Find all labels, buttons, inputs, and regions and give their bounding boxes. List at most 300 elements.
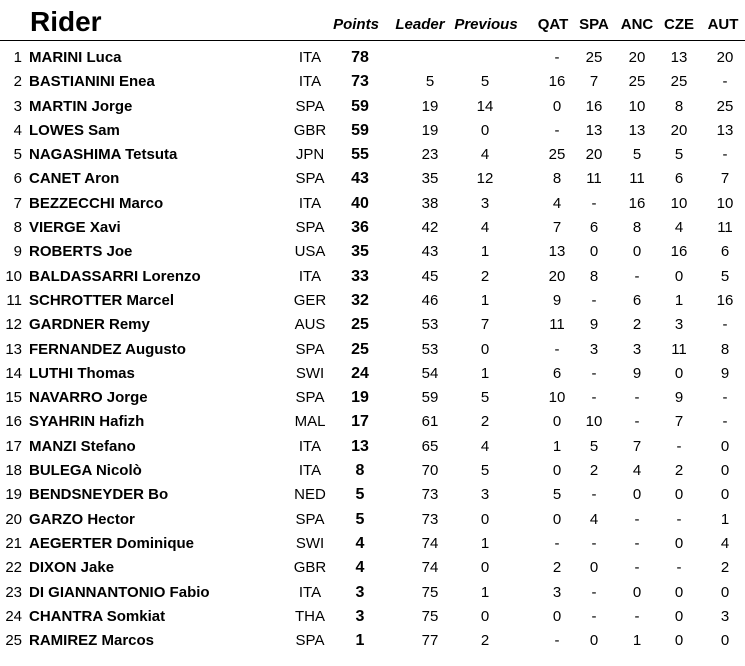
leader-gap-cell: 35: [421, 170, 439, 188]
nationality-cell: USA: [294, 243, 326, 261]
position-cell: 13: [5, 340, 22, 358]
race-result-cell: 20: [716, 49, 734, 66]
leader-gap-cell: 75: [421, 583, 439, 601]
race-result-cell: 5: [674, 146, 684, 164]
race-result-cell: -: [634, 534, 640, 552]
race-result-cell: 7: [632, 437, 642, 455]
table-header: [0, 0, 745, 41]
rider-name-cell: GARZO Hector: [29, 510, 135, 528]
rider-name-cell: SYAHRIN Hafizh: [29, 413, 145, 431]
race-result-cell: 2: [589, 462, 599, 480]
points-cell: 55: [351, 146, 369, 164]
leader-gap-cell: 73: [421, 510, 439, 528]
nationality-cell: SPA: [295, 389, 325, 407]
race-result-cell: -: [591, 364, 597, 382]
race-result-cell: -: [554, 121, 560, 139]
leader-gap-cell: 70: [421, 462, 439, 480]
race-result-cell: 20: [670, 121, 688, 139]
race-result-cell: 0: [674, 267, 684, 285]
race-result-cell: 3: [720, 607, 730, 625]
race-result-cell: -: [634, 267, 640, 285]
race-result-cell: 10: [716, 194, 734, 212]
leader-gap-cell: 46: [421, 291, 439, 309]
race-result-cell: 25: [716, 97, 734, 115]
rider-name-cell: LOWES Sam: [29, 121, 120, 139]
points-column-header: Points: [333, 16, 379, 33]
race-result-cell: 20: [585, 146, 603, 164]
rider-column-header: Rider: [30, 6, 102, 37]
leader-gap-cell: 42: [421, 219, 439, 237]
leader-gap-cell: 23: [421, 146, 439, 164]
rider-name-cell: NAVARRO Jorge: [29, 389, 148, 407]
position-cell: 7: [13, 194, 22, 212]
previous-gap-cell: 5: [480, 73, 490, 91]
race-result-cell: 0: [674, 607, 684, 625]
points-cell: 33: [351, 267, 369, 285]
race-result-cell: 20: [548, 267, 566, 285]
previous-gap-cell: 0: [480, 121, 490, 139]
previous-gap-cell: 0: [480, 340, 490, 358]
race-result-cell: 16: [628, 194, 646, 212]
points-cell: 5: [355, 510, 365, 528]
race-result-cell: 13: [716, 121, 734, 139]
race-result-cell: 7: [589, 73, 599, 91]
table-row: [0, 192, 745, 216]
race-result-cell: 0: [674, 534, 684, 552]
previous-gap-cell: 2: [480, 267, 490, 285]
race-result-cell: 9: [552, 291, 562, 309]
leader-gap-cell: 77: [421, 632, 439, 650]
leader-gap-cell: 73: [421, 486, 439, 504]
leader-gap-cell: 38: [421, 194, 439, 212]
previous-gap-cell: 0: [480, 607, 490, 625]
previous-gap-cell: 2: [480, 413, 490, 431]
race-result-cell: 8: [552, 170, 562, 188]
nationality-cell: SPA: [295, 510, 325, 528]
previous-gap-cell: 5: [480, 462, 490, 480]
table-row: [0, 629, 745, 653]
race-result-cell: 0: [720, 632, 730, 650]
race-result-cell: 16: [585, 97, 603, 115]
position-cell: 16: [5, 413, 22, 431]
previous-gap-cell: 0: [480, 510, 490, 528]
race-result-cell: 6: [632, 291, 642, 309]
leader-gap-cell: 19: [421, 97, 439, 115]
race-result-cell: 6: [552, 364, 562, 382]
previous-gap-cell: 14: [476, 97, 494, 115]
position-cell: 14: [5, 364, 22, 382]
rider-name-cell: LUTHI Thomas: [29, 364, 135, 382]
race-result-cell: -: [722, 413, 728, 431]
leader-gap-cell: 59: [421, 389, 439, 407]
previous-gap-cell: 1: [480, 243, 490, 261]
race-result-cell: 16: [670, 243, 688, 261]
standings-rows: [0, 46, 745, 653]
race-result-cell: 9: [589, 316, 599, 334]
position-cell: 25: [5, 632, 22, 650]
race-result-cell: 3: [589, 340, 599, 358]
position-cell: 9: [13, 243, 22, 261]
points-cell: 8: [355, 462, 365, 480]
points-cell: 3: [355, 583, 365, 601]
leader-gap-cell: 61: [421, 413, 439, 431]
race-result-cell: -: [554, 49, 560, 66]
race-result-cell: 6: [720, 243, 730, 261]
points-cell: 59: [351, 97, 369, 115]
race-result-cell: 0: [552, 97, 562, 115]
table-row: [0, 556, 745, 580]
points-cell: 24: [351, 364, 369, 382]
race-result-cell: 16: [548, 73, 566, 91]
position-cell: 20: [5, 510, 22, 528]
leader-gap-cell: 75: [421, 607, 439, 625]
race-result-cell: 0: [589, 243, 599, 261]
race-result-cell: 8: [674, 97, 684, 115]
race-result-cell: 20: [628, 49, 646, 66]
rider-name-cell: BEZZECCHI Marco: [29, 194, 164, 212]
race-result-cell: 4: [589, 510, 599, 528]
race-result-cell: 0: [720, 462, 730, 480]
race-result-cell: -: [591, 486, 597, 504]
race-result-cell: -: [634, 559, 640, 577]
previous-gap-cell: 4: [480, 146, 490, 164]
race-result-cell: 4: [720, 534, 730, 552]
table-row: [0, 95, 745, 119]
race-result-cell: 0: [589, 559, 599, 577]
table-row: [0, 362, 745, 386]
position-cell: 10: [5, 267, 22, 285]
rider-name-cell: ROBERTS Joe: [29, 243, 133, 261]
nationality-cell: NED: [294, 486, 326, 504]
rider-name-cell: FERNANDEZ Augusto: [29, 340, 186, 358]
nationality-cell: JPN: [295, 146, 325, 164]
race-result-cell: 0: [720, 437, 730, 455]
previous-gap-cell: 12: [476, 170, 494, 188]
previous-gap-cell: 2: [480, 632, 490, 650]
race-result-cell: 2: [552, 559, 562, 577]
table-row: [0, 483, 745, 507]
race-result-cell: 0: [632, 486, 642, 504]
nationality-cell: SWI: [295, 534, 325, 552]
race-result-cell: -: [591, 583, 597, 601]
position-cell: 18: [5, 462, 22, 480]
race-result-cell: 8: [632, 219, 642, 237]
nationality-cell: ITA: [298, 73, 322, 91]
race-result-cell: -: [722, 389, 728, 407]
points-cell: 36: [351, 219, 369, 237]
nationality-cell: SWI: [295, 364, 325, 382]
table-row: [0, 240, 745, 264]
points-cell: 5: [355, 486, 365, 504]
nationality-cell: SPA: [295, 97, 325, 115]
race-result-cell: 11: [549, 316, 565, 334]
position-cell: 24: [5, 607, 22, 625]
points-cell: 13: [351, 437, 369, 455]
race-result-cell: -: [591, 389, 597, 407]
table-row: [0, 167, 745, 191]
race-result-cell: 3: [552, 583, 562, 601]
race-result-cell: 11: [586, 170, 602, 188]
race-result-cell: 4: [632, 462, 642, 480]
previous-gap-cell: 5: [480, 389, 490, 407]
race-result-cell: 9: [632, 364, 642, 382]
previous-gap-cell: 3: [480, 486, 490, 504]
race-result-cell: 5: [552, 486, 562, 504]
race-result-cell: -: [634, 413, 640, 431]
race-result-cell: 8: [720, 340, 730, 358]
nationality-cell: GBR: [293, 559, 327, 577]
race-result-cell: 13: [548, 243, 566, 261]
race-result-cell: -: [634, 389, 640, 407]
table-row: [0, 459, 745, 483]
position-cell: 17: [5, 437, 22, 455]
race-result-cell: 25: [670, 73, 688, 91]
table-row: [0, 216, 745, 240]
race-result-cell: 25: [628, 73, 646, 91]
race-result-cell: 4: [674, 219, 684, 237]
race-column-header-aut: AUT: [707, 16, 739, 33]
leader-gap-cell: 65: [421, 437, 439, 455]
race-result-cell: 11: [717, 219, 733, 237]
race-result-cell: -: [676, 510, 682, 528]
table-row: [0, 289, 745, 313]
race-result-cell: 10: [585, 413, 603, 431]
nationality-cell: ITA: [298, 267, 322, 285]
race-result-cell: -: [591, 607, 597, 625]
nationality-cell: SPA: [295, 219, 325, 237]
race-column-header-qat: QAT: [537, 16, 569, 33]
rider-name-cell: CANET Aron: [29, 170, 120, 188]
race-result-cell: 11: [629, 170, 645, 188]
leader-gap-cell: 43: [421, 243, 439, 261]
race-result-cell: 1: [552, 437, 562, 455]
nationality-cell: GER: [293, 291, 327, 309]
nationality-cell: ITA: [298, 194, 322, 212]
leader-gap-cell: 74: [421, 559, 439, 577]
nationality-cell: AUS: [294, 316, 326, 334]
position-cell: 12: [5, 316, 22, 334]
leader-gap-cell: 53: [421, 340, 439, 358]
race-result-cell: 0: [632, 583, 642, 601]
race-result-cell: 10: [548, 389, 566, 407]
rider-name-cell: VIERGE Xavi: [29, 219, 121, 237]
position-cell: 21: [5, 534, 22, 552]
points-cell: 19: [351, 389, 369, 407]
race-column-header-spa: SPA: [579, 16, 609, 33]
race-result-cell: -: [722, 316, 728, 334]
points-cell: 59: [351, 121, 369, 139]
rider-name-cell: BULEGA Nicolò: [29, 462, 142, 480]
table-row: [0, 313, 745, 337]
table-row: [0, 46, 745, 70]
nationality-cell: ITA: [298, 583, 322, 601]
nationality-cell: GBR: [293, 121, 327, 139]
points-cell: 25: [351, 316, 369, 334]
race-result-cell: -: [676, 437, 682, 455]
race-result-cell: 16: [716, 291, 734, 309]
race-result-cell: 0: [552, 462, 562, 480]
race-result-cell: 10: [628, 97, 646, 115]
race-result-cell: 5: [589, 437, 599, 455]
race-result-cell: 0: [720, 486, 730, 504]
race-result-cell: -: [554, 340, 560, 358]
leader-column-header: Leader: [395, 16, 445, 33]
race-result-cell: -: [591, 291, 597, 309]
race-result-cell: 1: [674, 291, 684, 309]
table-row: [0, 605, 745, 629]
race-result-cell: 7: [674, 413, 684, 431]
leader-gap-cell: 54: [421, 364, 439, 382]
rider-name-cell: GARDNER Remy: [29, 316, 150, 334]
race-result-cell: 0: [552, 607, 562, 625]
race-result-cell: 0: [674, 364, 684, 382]
rider-name-cell: BENDSNEYDER Bo: [29, 486, 169, 504]
position-cell: 4: [13, 121, 22, 139]
position-cell: 5: [13, 146, 22, 164]
rider-name-cell: BALDASSARRI Lorenzo: [29, 267, 201, 285]
race-result-cell: 13: [628, 121, 646, 139]
race-result-cell: 25: [548, 146, 566, 164]
previous-gap-cell: 4: [480, 219, 490, 237]
table-row: [0, 70, 745, 94]
table-row: [0, 581, 745, 605]
position-cell: 23: [5, 583, 22, 601]
position-cell: 6: [13, 170, 22, 188]
previous-gap-cell: 3: [480, 194, 490, 212]
previous-gap-cell: 0: [480, 559, 490, 577]
race-column-header-anc: ANC: [620, 16, 654, 33]
race-result-cell: 2: [632, 316, 642, 334]
previous-gap-cell: 1: [480, 364, 490, 382]
position-cell: 1: [13, 49, 22, 66]
rider-name-cell: NAGASHIMA Tetsuta: [29, 146, 178, 164]
race-result-cell: 0: [674, 583, 684, 601]
race-result-cell: 13: [670, 49, 688, 66]
previous-gap-cell: 1: [480, 534, 490, 552]
nationality-cell: MAL: [294, 413, 326, 431]
leader-gap-cell: 74: [421, 534, 439, 552]
race-result-cell: -: [722, 146, 728, 164]
race-result-cell: -: [634, 510, 640, 528]
race-result-cell: 0: [552, 413, 562, 431]
rider-name-cell: RAMIREZ Marcos: [29, 632, 155, 650]
nationality-cell: SPA: [295, 340, 325, 358]
race-result-cell: 5: [720, 267, 730, 285]
race-result-cell: 7: [552, 219, 562, 237]
points-cell: 4: [355, 534, 365, 552]
leader-gap-cell: 45: [421, 267, 439, 285]
position-cell: 11: [6, 291, 22, 309]
points-cell: 4: [355, 559, 365, 577]
table-row: [0, 143, 745, 167]
points-cell: 32: [351, 291, 369, 309]
position-cell: 15: [5, 389, 22, 407]
race-result-cell: 10: [670, 194, 688, 212]
race-result-cell: 0: [632, 243, 642, 261]
table-row: [0, 119, 745, 143]
rider-name-cell: MANZI Stefano: [29, 437, 136, 455]
race-result-cell: 0: [720, 583, 730, 601]
points-cell: 40: [351, 194, 369, 212]
position-cell: 8: [13, 219, 22, 237]
race-result-cell: 0: [674, 632, 684, 650]
rider-name-cell: DIXON Jake: [29, 559, 115, 577]
points-cell: 1: [355, 632, 365, 650]
race-result-cell: 4: [552, 194, 562, 212]
race-result-cell: 3: [674, 316, 684, 334]
nationality-cell: THA: [295, 607, 325, 625]
leader-gap-cell: 19: [421, 121, 439, 139]
race-column-header-cze: CZE: [664, 16, 694, 33]
rider-name-cell: BASTIANINI Enea: [29, 73, 155, 91]
position-cell: 22: [5, 559, 22, 577]
points-cell: 73: [351, 73, 369, 91]
nationality-cell: ITA: [298, 437, 322, 455]
race-result-cell: 25: [585, 49, 603, 66]
rider-name-cell: CHANTRA Somkiat: [29, 607, 166, 625]
race-result-cell: -: [676, 559, 682, 577]
nationality-cell: ITA: [298, 49, 322, 66]
position-cell: 2: [13, 73, 22, 91]
race-result-cell: 2: [674, 462, 684, 480]
race-result-cell: 0: [674, 486, 684, 504]
table-row: [0, 265, 745, 289]
rider-name-cell: DI GIANNANTONIO Fabio: [29, 583, 210, 601]
previous-gap-cell: 7: [480, 316, 490, 334]
race-result-cell: -: [634, 607, 640, 625]
race-result-cell: 0: [589, 632, 599, 650]
race-result-cell: 7: [720, 170, 730, 188]
rider-name-cell: AEGERTER Dominique: [29, 534, 195, 552]
race-result-cell: -: [722, 73, 728, 91]
position-cell: 3: [13, 97, 22, 115]
points-cell: 78: [351, 49, 369, 66]
race-result-cell: 13: [585, 121, 603, 139]
race-result-cell: 6: [674, 170, 684, 188]
race-result-cell: 0: [552, 510, 562, 528]
table-row: [0, 410, 745, 434]
points-cell: 17: [351, 413, 369, 431]
race-result-cell: 1: [720, 510, 730, 528]
points-cell: 3: [355, 607, 365, 625]
race-result-cell: 11: [671, 340, 687, 358]
previous-gap-cell: 1: [480, 583, 490, 601]
points-cell: 25: [351, 340, 369, 358]
race-result-cell: -: [554, 632, 560, 650]
rider-name-cell: SCHROTTER Marcel: [29, 291, 175, 309]
race-result-cell: 1: [632, 632, 642, 650]
race-result-cell: -: [591, 194, 597, 212]
previous-column-header: Previous: [454, 16, 518, 33]
rider-name-cell: MARTIN Jorge: [29, 97, 133, 115]
race-result-cell: 2: [720, 559, 730, 577]
points-cell: 43: [351, 170, 369, 188]
nationality-cell: ITA: [298, 462, 322, 480]
leader-gap-cell: 5: [425, 73, 435, 91]
race-result-cell: 5: [632, 146, 642, 164]
leader-gap-cell: 53: [421, 316, 439, 334]
race-result-cell: 6: [589, 219, 599, 237]
points-cell: 35: [351, 243, 369, 261]
table-row: [0, 386, 745, 410]
race-result-cell: -: [591, 534, 597, 552]
position-cell: 19: [5, 486, 22, 504]
table-row: [0, 338, 745, 362]
table-row: [0, 532, 745, 556]
race-result-cell: 8: [589, 267, 599, 285]
race-result-cell: 9: [674, 389, 684, 407]
race-result-cell: 3: [632, 340, 642, 358]
